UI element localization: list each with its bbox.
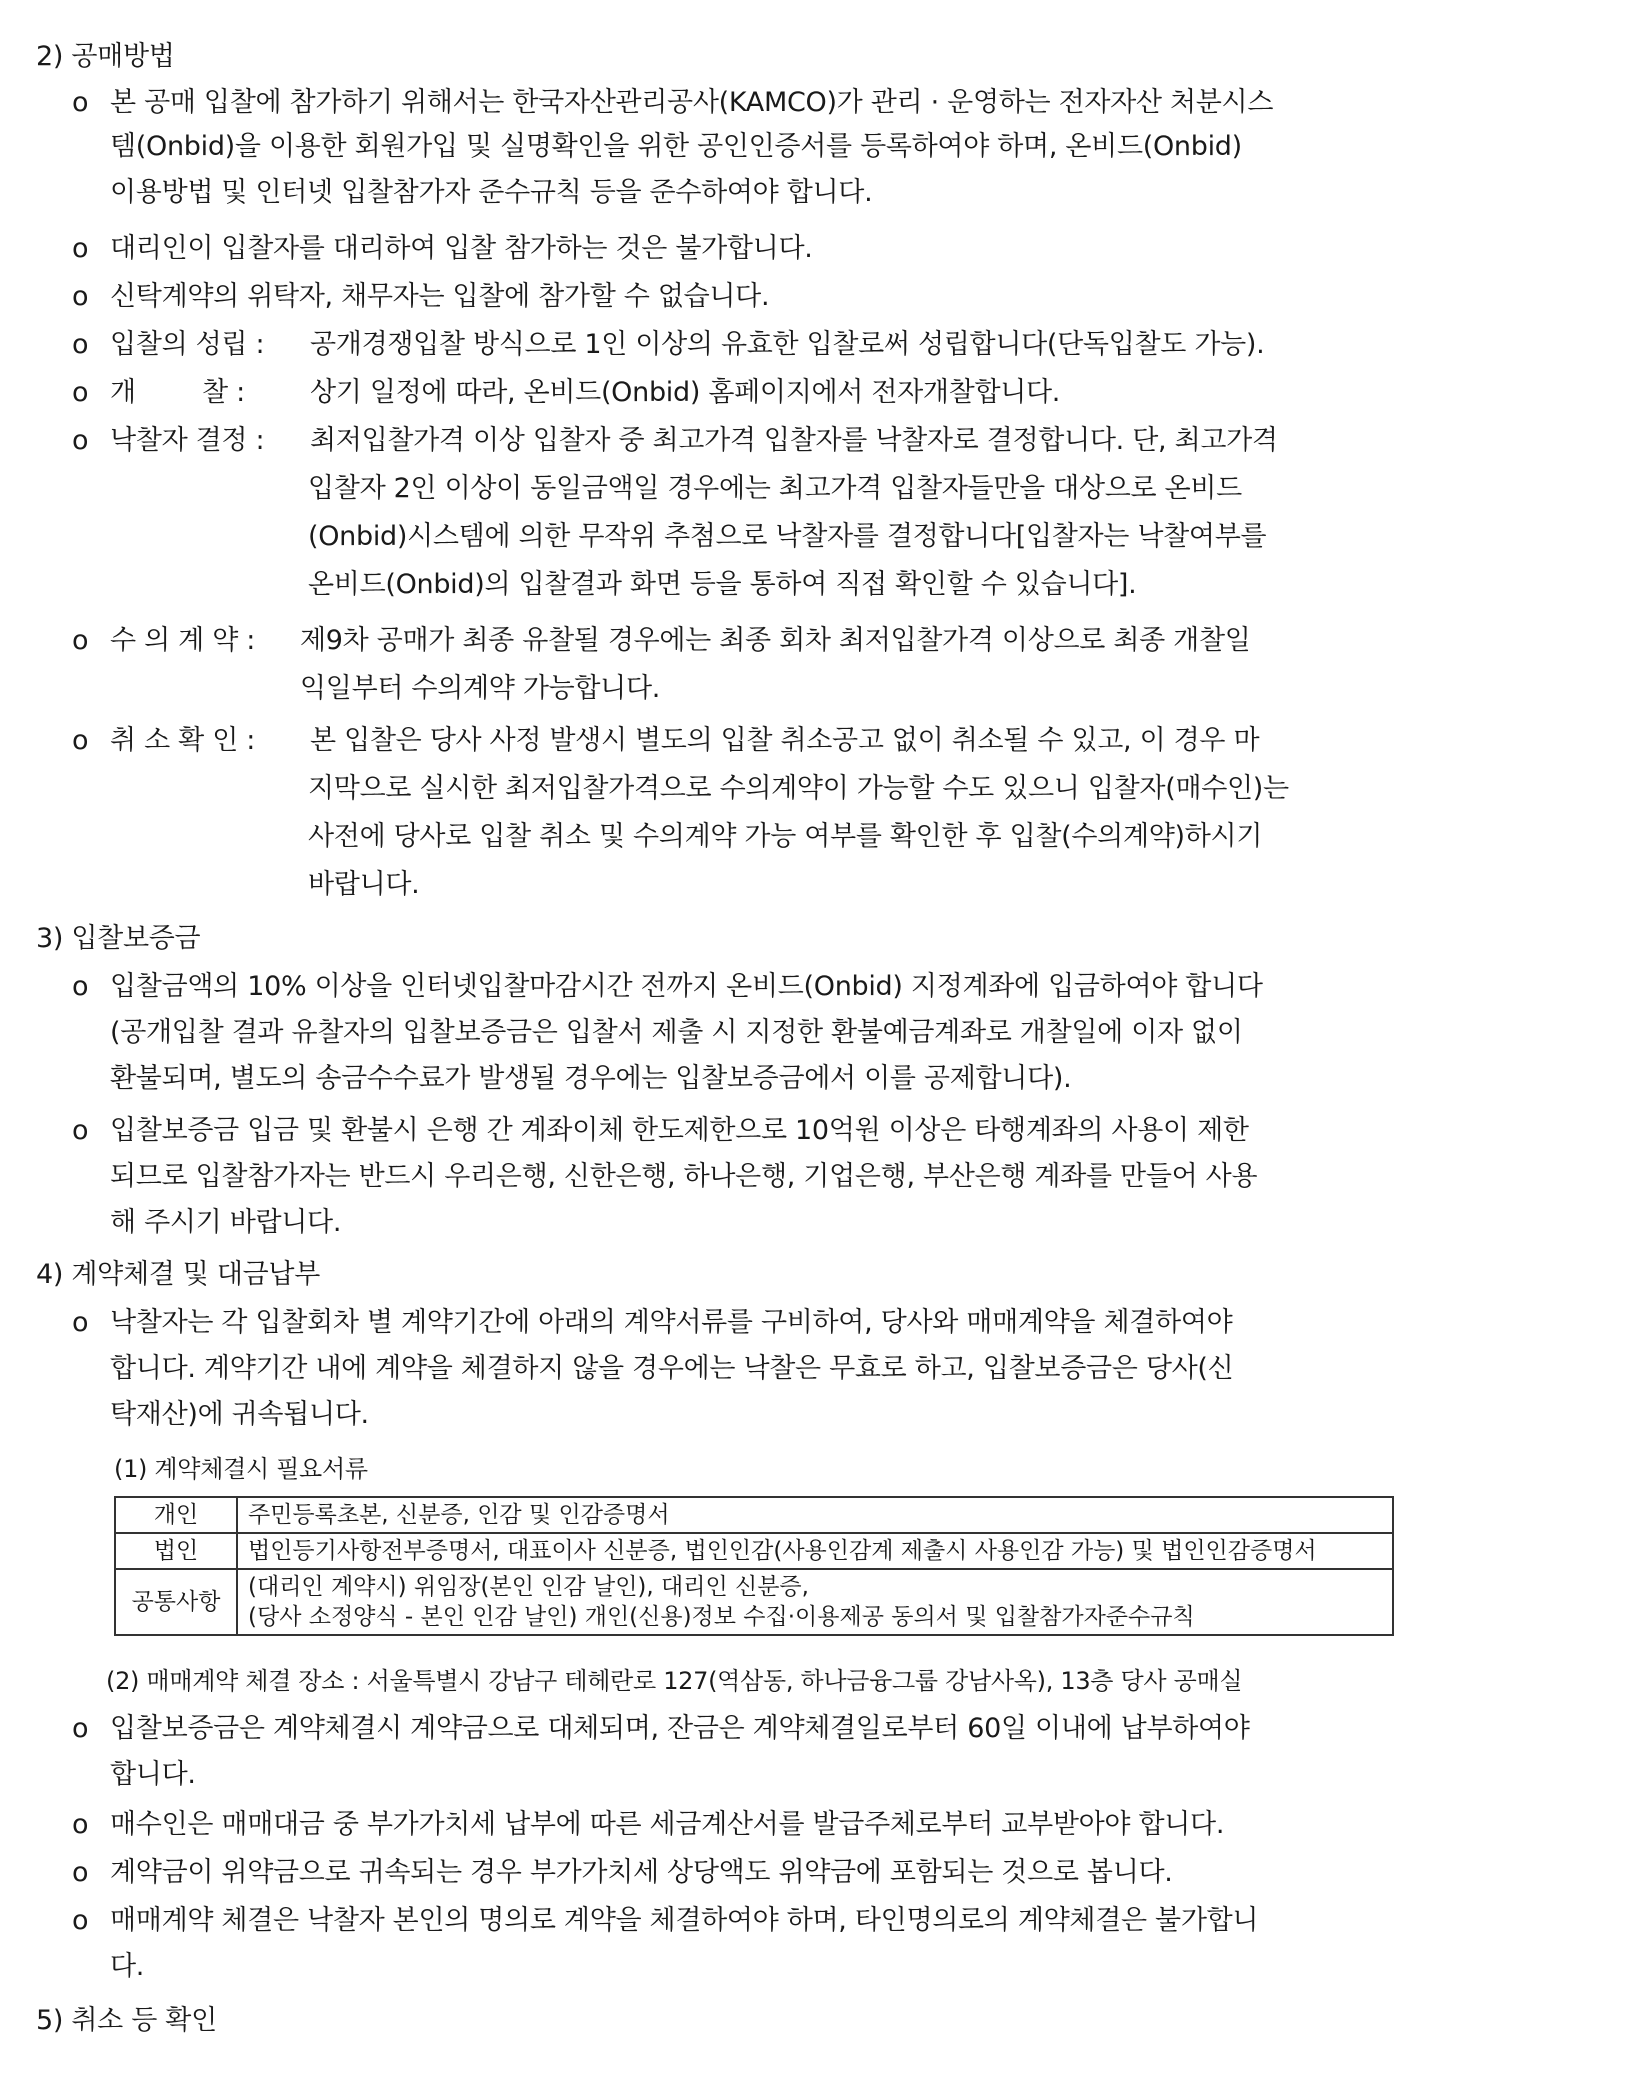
section-heading: 2) 공매방법 xyxy=(36,41,175,72)
list-item xyxy=(72,86,1273,120)
text-line: 입찰금액의 10% 이상을 인터넷입찰마감시간 전까지 온비드(Onbid) 지정계좌에 입금하여야 합니다 xyxy=(110,971,1263,1002)
bullet: o xyxy=(72,1713,89,1744)
list-item xyxy=(72,724,1259,758)
text-line: (공개입찰 결과 유찰자의 입찰보증금은 입찰서 제출 시 지정한 환불예금계좌로 개찰일에 이자 없이 xyxy=(110,1017,1243,1048)
table-row xyxy=(115,1497,1393,1533)
text-line: 최저입찰가격 이상 입찰자 중 최고가격 입찰자를 낙찰자로 결정합니다. 단, 최고가격 xyxy=(310,425,1278,456)
list-item xyxy=(72,970,1263,1004)
section-heading: 4) 계약체결 및 대금납부 xyxy=(36,1259,320,1290)
bullet: o xyxy=(72,425,89,456)
text-line: 되므로 입찰참가자는 반드시 우리은행, 신한은행, 하나은행, 기업은행, 부산은행 계좌를 만들어 사용 xyxy=(110,1161,1258,1192)
table-header-cell: 법인 xyxy=(115,1533,237,1569)
subheading: (1) 계약체결시 필요서류 xyxy=(114,1455,368,1483)
table-cell: 주민등록초본, 신분증, 인감 및 인감증명서 xyxy=(237,1497,1393,1533)
text-line: 입찰보증금은 계약체결시 계약금으로 대체되며, 잔금은 계약체결일로부터 60일 이내에 납부하여야 xyxy=(110,1713,1250,1744)
bullet: o xyxy=(72,1857,89,1888)
text-line: 사전에 당사로 입찰 취소 및 수의계약 가능 여부를 확인한 후 입찰(수의계약)하시기 xyxy=(308,821,1263,852)
list-item xyxy=(72,232,813,266)
text-line: 본 입찰은 당사 사정 발생시 별도의 입찰 취소공고 없이 취소될 수 있고, 이 경우 마 xyxy=(310,725,1260,756)
text-line: 이용방법 및 인터넷 입찰참가자 준수규칙 등을 준수하여야 합니다. xyxy=(110,177,873,208)
list-item xyxy=(72,1808,1224,1842)
text-line: 입찰자 2인 이상이 동일금액일 경우에는 최고가격 입찰자들만을 대상으로 온비드 xyxy=(308,473,1242,504)
text-line: 신탁계약의 위탁자, 채무자는 입찰에 참가할 수 없습니다. xyxy=(110,281,770,312)
text-line: 매수인은 매매대금 중 부가가치세 납부에 따른 세금계산서를 발급주체로부터 교부받아야 합니다. xyxy=(110,1809,1225,1840)
text-line: 바랍니다. xyxy=(308,869,420,900)
text-line: 온비드(Onbid)의 입찰결과 화면 등을 통하여 직접 확인할 수 있습니다]. xyxy=(308,569,1137,600)
item-label: 취 소 확 인 : xyxy=(110,725,256,756)
text-line: 입찰보증금 입금 및 환불시 은행 간 계좌이체 한도제한으로 10억원 이상은 타행계좌의 사용이 제한 xyxy=(110,1115,1249,1146)
text-line: 합니다. xyxy=(110,1759,196,1790)
list-item xyxy=(72,328,1264,362)
bullet: o xyxy=(72,725,89,756)
list-item xyxy=(72,1712,1250,1746)
bullet: o xyxy=(72,1905,89,1936)
bullet: o xyxy=(72,281,89,312)
text-line: 대리인이 입찰자를 대리하여 입찰 참가하는 것은 불가합니다. xyxy=(110,233,813,264)
bullet: o xyxy=(72,971,89,1002)
text-line: 다. xyxy=(110,1951,145,1982)
text-line: 익일부터 수의계약 가능합니다. xyxy=(300,673,661,704)
text-line: 탁재산)에 귀속됩니다. xyxy=(110,1399,369,1430)
text-line: 지막으로 실시한 최저입찰가격으로 수의계약이 가능할 수도 있으니 입찰자(매수인)는 xyxy=(308,773,1289,804)
table-header-cell: 공통사항 xyxy=(115,1569,237,1635)
text-line: 환불되며, 별도의 송금수수료가 발생될 경우에는 입찰보증금에서 이를 공제합니다). xyxy=(110,1063,1072,1094)
list-item xyxy=(72,624,1251,658)
text-line: 계약금이 위약금으로 귀속되는 경우 부가가치세 상당액도 위약금에 포함되는 것으로 봅니다. xyxy=(110,1857,1173,1888)
bullet: o xyxy=(72,87,89,118)
item-label: 수 의 계 약 : xyxy=(110,625,256,656)
list-item xyxy=(72,280,769,314)
table-header-cell: 개인 xyxy=(115,1497,237,1533)
required-documents-table xyxy=(114,1496,1394,1636)
list-item xyxy=(72,1904,1258,1938)
item-label: 입찰의 성립 : xyxy=(110,329,265,360)
list-item xyxy=(72,376,1060,410)
bullet: o xyxy=(72,377,89,408)
bullet: o xyxy=(72,1809,89,1840)
list-item xyxy=(72,1114,1249,1148)
text-line: 템(Onbid)을 이용한 회원가입 및 실명확인을 위한 공인인증서를 등록하여야 하며, 온비드(Onbid) xyxy=(110,131,1242,162)
table-cell: 법인등기사항전부증명서, 대표이사 신분증, 법인인감(사용인감계 제출시 사용인감 가능) 및 법인인감증명서 xyxy=(237,1533,1393,1569)
subheading: (2) 매매계약 체결 장소 : 서울특별시 강남구 테헤란로 127(역삼동, 하나금융그룹 강남사옥), 13층 당사 공매실 xyxy=(106,1667,1243,1695)
bullet: o xyxy=(72,233,89,264)
list-item xyxy=(72,1856,1173,1890)
table-cell-line: (당사 소정양식 - 본인 인감 날인) 개인(신용)정보 수집·이용제공 동의서 및 입찰참가자준수규칙 xyxy=(248,1604,1195,1630)
text-line: 제9차 공매가 최종 유찰될 경우에는 최종 회차 최저입찰가격 이상으로 최종 개찰일 xyxy=(300,625,1251,656)
text-line: (Onbid)시스템에 의한 무작위 추첨으로 낙찰자를 결정합니다[입찰자는 낙찰여부를 xyxy=(308,521,1267,552)
text-line: 매매계약 체결은 낙찰자 본인의 명의로 계약을 체결하여야 하며, 타인명의로의 계약체결은 불가합니 xyxy=(110,1905,1259,1936)
text-line: 본 공매 입찰에 참가하기 위해서는 한국자산관리공사(KAMCO)가 관리 · 운영하는 전자자산 처분시스 xyxy=(110,87,1274,118)
item-label: 낙찰자 결정 : xyxy=(110,425,265,456)
table-cell-line: (대리인 계약시) 위임장(본인 인감 날인), 대리인 신분증, xyxy=(248,1574,809,1600)
table-cell xyxy=(237,1569,1393,1635)
bullet: o xyxy=(72,625,89,656)
text-line: 상기 일정에 따라, 온비드(Onbid) 홈페이지에서 전자개찰합니다. xyxy=(310,377,1061,408)
bullet: o xyxy=(72,1307,89,1338)
section-heading: 3) 입찰보증금 xyxy=(36,923,201,954)
text-line: 낙찰자는 각 입찰회차 별 계약기간에 아래의 계약서류를 구비하여, 당사와 매매계약을 체결하여야 xyxy=(110,1307,1233,1338)
table-row xyxy=(115,1569,1393,1635)
list-item xyxy=(72,1306,1232,1340)
table-row xyxy=(115,1533,1393,1569)
bullet: o xyxy=(72,329,89,360)
section-heading: 5) 취소 등 확인 xyxy=(36,2005,217,2036)
bullet: o xyxy=(72,1115,89,1146)
item-label: 개 찰 : xyxy=(110,377,245,408)
list-item xyxy=(72,424,1278,458)
text-line: 해 주시기 바랍니다. xyxy=(110,1207,342,1238)
text-line: 합니다. 계약기간 내에 계약을 체결하지 않을 경우에는 낙찰은 무효로 하고, 입찰보증금은 당사(신 xyxy=(110,1353,1234,1384)
text-line: 공개경쟁입찰 방식으로 1인 이상의 유효한 입찰로써 성립합니다(단독입찰도 가능). xyxy=(310,329,1265,360)
